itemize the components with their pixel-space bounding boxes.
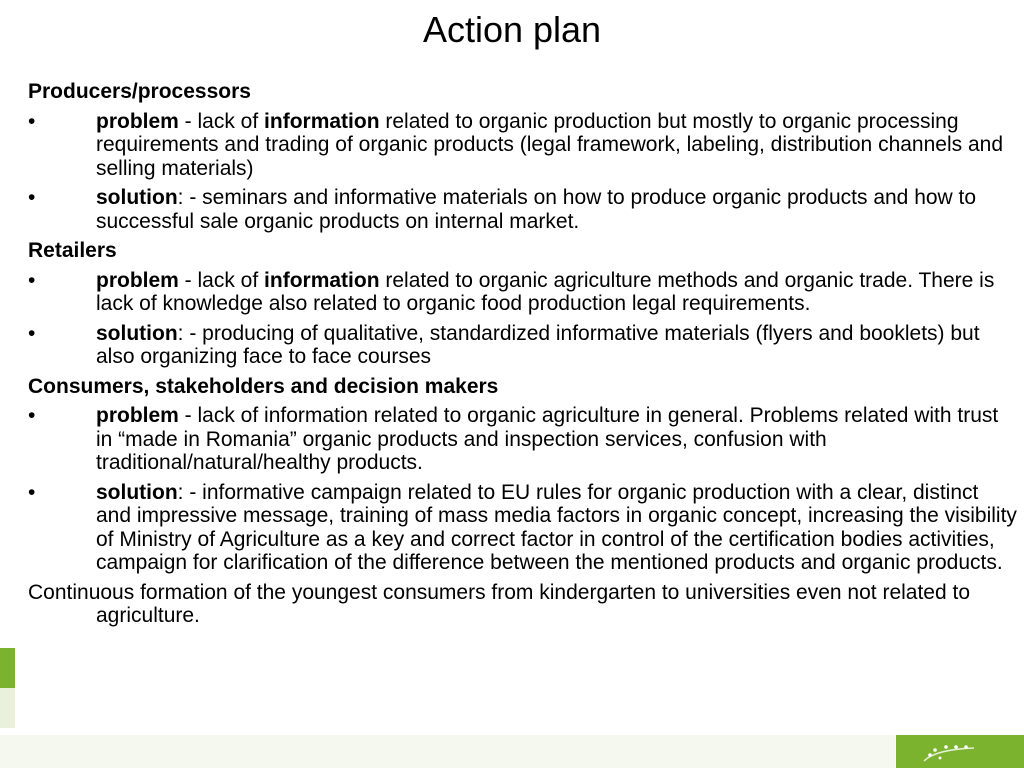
keyword-solution: solution [96, 480, 178, 504]
bullet-text: : - informative campaign related to EU rules for organic production with a clear, distinct and impressive message, training of mass media factors in organic concept, increasing the visibility of Ministry of Agriculture as a key and correct factor in control of the certification bodies activities, campaign for clarification of the difference between the mentioned products and organic products. [96, 480, 1017, 574]
bullet-marker: • [28, 480, 36, 504]
bullet-marker: • [28, 109, 36, 133]
bullet-text: - lack of [178, 268, 265, 292]
bullet-marker: • [28, 404, 36, 427]
left-accent-strip [0, 688, 15, 728]
eu-organic-leaf-logo-icon [896, 735, 1024, 768]
bullet-text: related to organic production but mostly to organic processing requirements and trading of organic products (legal framework, labeling, distribution channels and selling materials) [96, 109, 1004, 180]
bullet-item-retailers-solution [28, 322, 1018, 369]
bullet-text: related to organic agriculture methods and organic trade. There is lack of knowledge also related to organic food production legal requirements. [96, 268, 995, 315]
bullet-item-producers-problem [28, 110, 1018, 181]
section-heading-producers: Producers/processors [28, 80, 251, 103]
bullet-text: : - producing of qualitative, standardized informative materials (flyers and booklets) but also organizing face to face courses [96, 321, 980, 368]
left-accent-block [0, 648, 15, 688]
bullet-item-consumers-solution [28, 481, 1018, 575]
bullet-item-consumers-problem [28, 404, 1018, 475]
bullet-item-retailers-problem [28, 269, 1018, 316]
keyword-information: information [264, 268, 380, 292]
bullet-marker: • [28, 186, 36, 209]
keyword-solution: solution [96, 321, 178, 345]
bullet-text: - lack of information related to organic agriculture in general. Problems related with trust in “made in Romania” organic products and inspection services, confusion with traditional/natural/healthy products. [96, 404, 999, 474]
section-heading-consumers: Consumers, stakeholders and decision makers [28, 374, 499, 398]
bullet-text: - lack of [178, 109, 265, 133]
bullet-text: : - seminars and informative materials on how to produce organic products and how to successful sale organic products on internal market. [96, 186, 977, 233]
slide-content [28, 80, 1018, 628]
keyword-problem: problem [96, 109, 179, 133]
keyword-information: information [264, 109, 380, 133]
bullet-item-producers-solution [28, 186, 1018, 233]
slide-title: Action plan [422, 9, 602, 50]
bullet-marker: • [28, 321, 36, 345]
eu-organic-logo-bar [896, 735, 1024, 768]
closing-paragraph: Continuous formation of the youngest consumers from kindergarten to universities even not related to agriculture. [28, 580, 971, 627]
bullet-marker: • [28, 268, 36, 292]
keyword-solution: solution [96, 186, 178, 209]
footer-band [0, 735, 895, 768]
keyword-problem: problem [96, 404, 179, 427]
section-heading-retailers: Retailers [28, 239, 117, 262]
keyword-problem: problem [96, 268, 179, 292]
